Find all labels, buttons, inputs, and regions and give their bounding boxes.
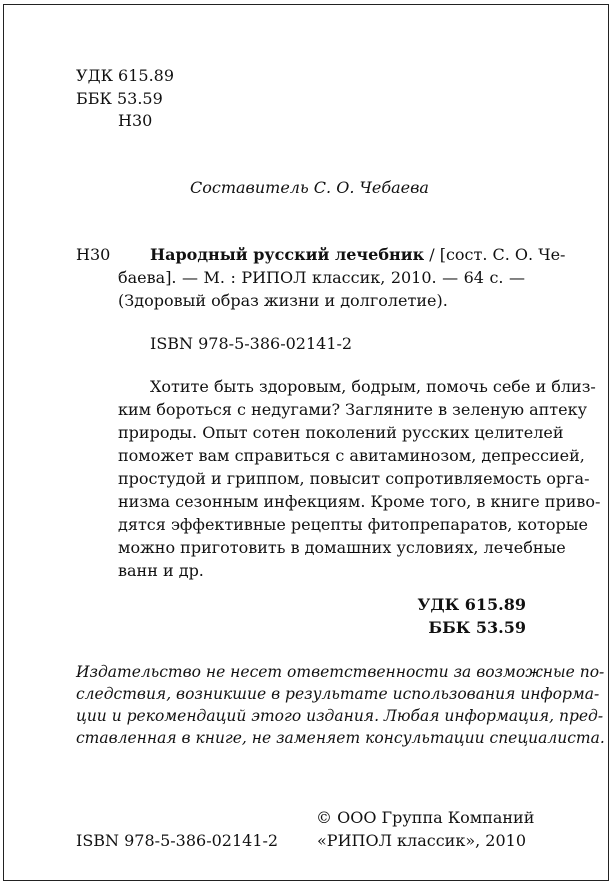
- annotation-line: Хотите быть здоровым, бодрым, помочь себе и близ-: [150, 377, 596, 396]
- catalog-isbn: ISBN 978-5-386-02141-2: [150, 334, 353, 353]
- classification-bbk: ББК 53.59: [428, 618, 526, 637]
- annotation-line: поможет вам справиться с авитаминозом, депрессией,: [118, 446, 585, 465]
- catalog-line-1-rest: / [сост. С. О. Че-: [429, 245, 566, 264]
- disclaimer-line: ставленная в книге, не заменяет консультации специалиста.: [76, 729, 605, 747]
- annotation-line: дятся эффективные рецепты фитопрепаратов, которые: [118, 515, 588, 534]
- compiler-line: Составитель С. О. Чебаева: [190, 178, 429, 197]
- annotation-line: природы. Опыт сотен поколений русских целителей: [118, 423, 564, 442]
- catalog-sign: Н30: [76, 245, 111, 264]
- disclaimer-line: Издательство не несет ответственности за возможные по-: [76, 663, 605, 681]
- catalog-line-2: баева]. — М. : РИПОЛ классик, 2010. — 64 с. —: [118, 268, 525, 287]
- footer-isbn: ISBN 978-5-386-02141-2: [76, 831, 279, 850]
- catalog-line-1: [150, 245, 566, 265]
- annotation-line: простудой и гриппом, повысит сопротивляемость орга-: [118, 469, 590, 488]
- disclaimer-line: следствия, возникшие в результате использования информа-: [76, 685, 600, 703]
- header-author-sign: Н30: [118, 111, 153, 130]
- catalog-line-3: (Здоровый образ жизни и долголетие).: [118, 291, 448, 310]
- header-udk: УДК 615.89: [76, 66, 175, 85]
- copyright-line-1: © ООО Группа Компаний: [316, 808, 535, 827]
- annotation-line: ванн и др.: [118, 561, 204, 580]
- classification-udk: УДК 615.89: [417, 595, 526, 614]
- copyright-line-2: «РИПОЛ классик», 2010: [317, 831, 526, 850]
- annotation-line: низма сезонным инфекциям. Кроме того, в книге приво-: [118, 492, 601, 511]
- annotation-line: ким бороться с недугами? Загляните в зеленую аптеку: [118, 400, 588, 419]
- annotation-line: можно приготовить в домашних условиях, лечебные: [118, 538, 566, 557]
- header-bbk: ББК 53.59: [76, 89, 163, 108]
- disclaimer-line: ции и рекомендаций этого издания. Любая информация, пред-: [76, 707, 604, 725]
- book-title: Народный русский лечебник: [150, 245, 425, 264]
